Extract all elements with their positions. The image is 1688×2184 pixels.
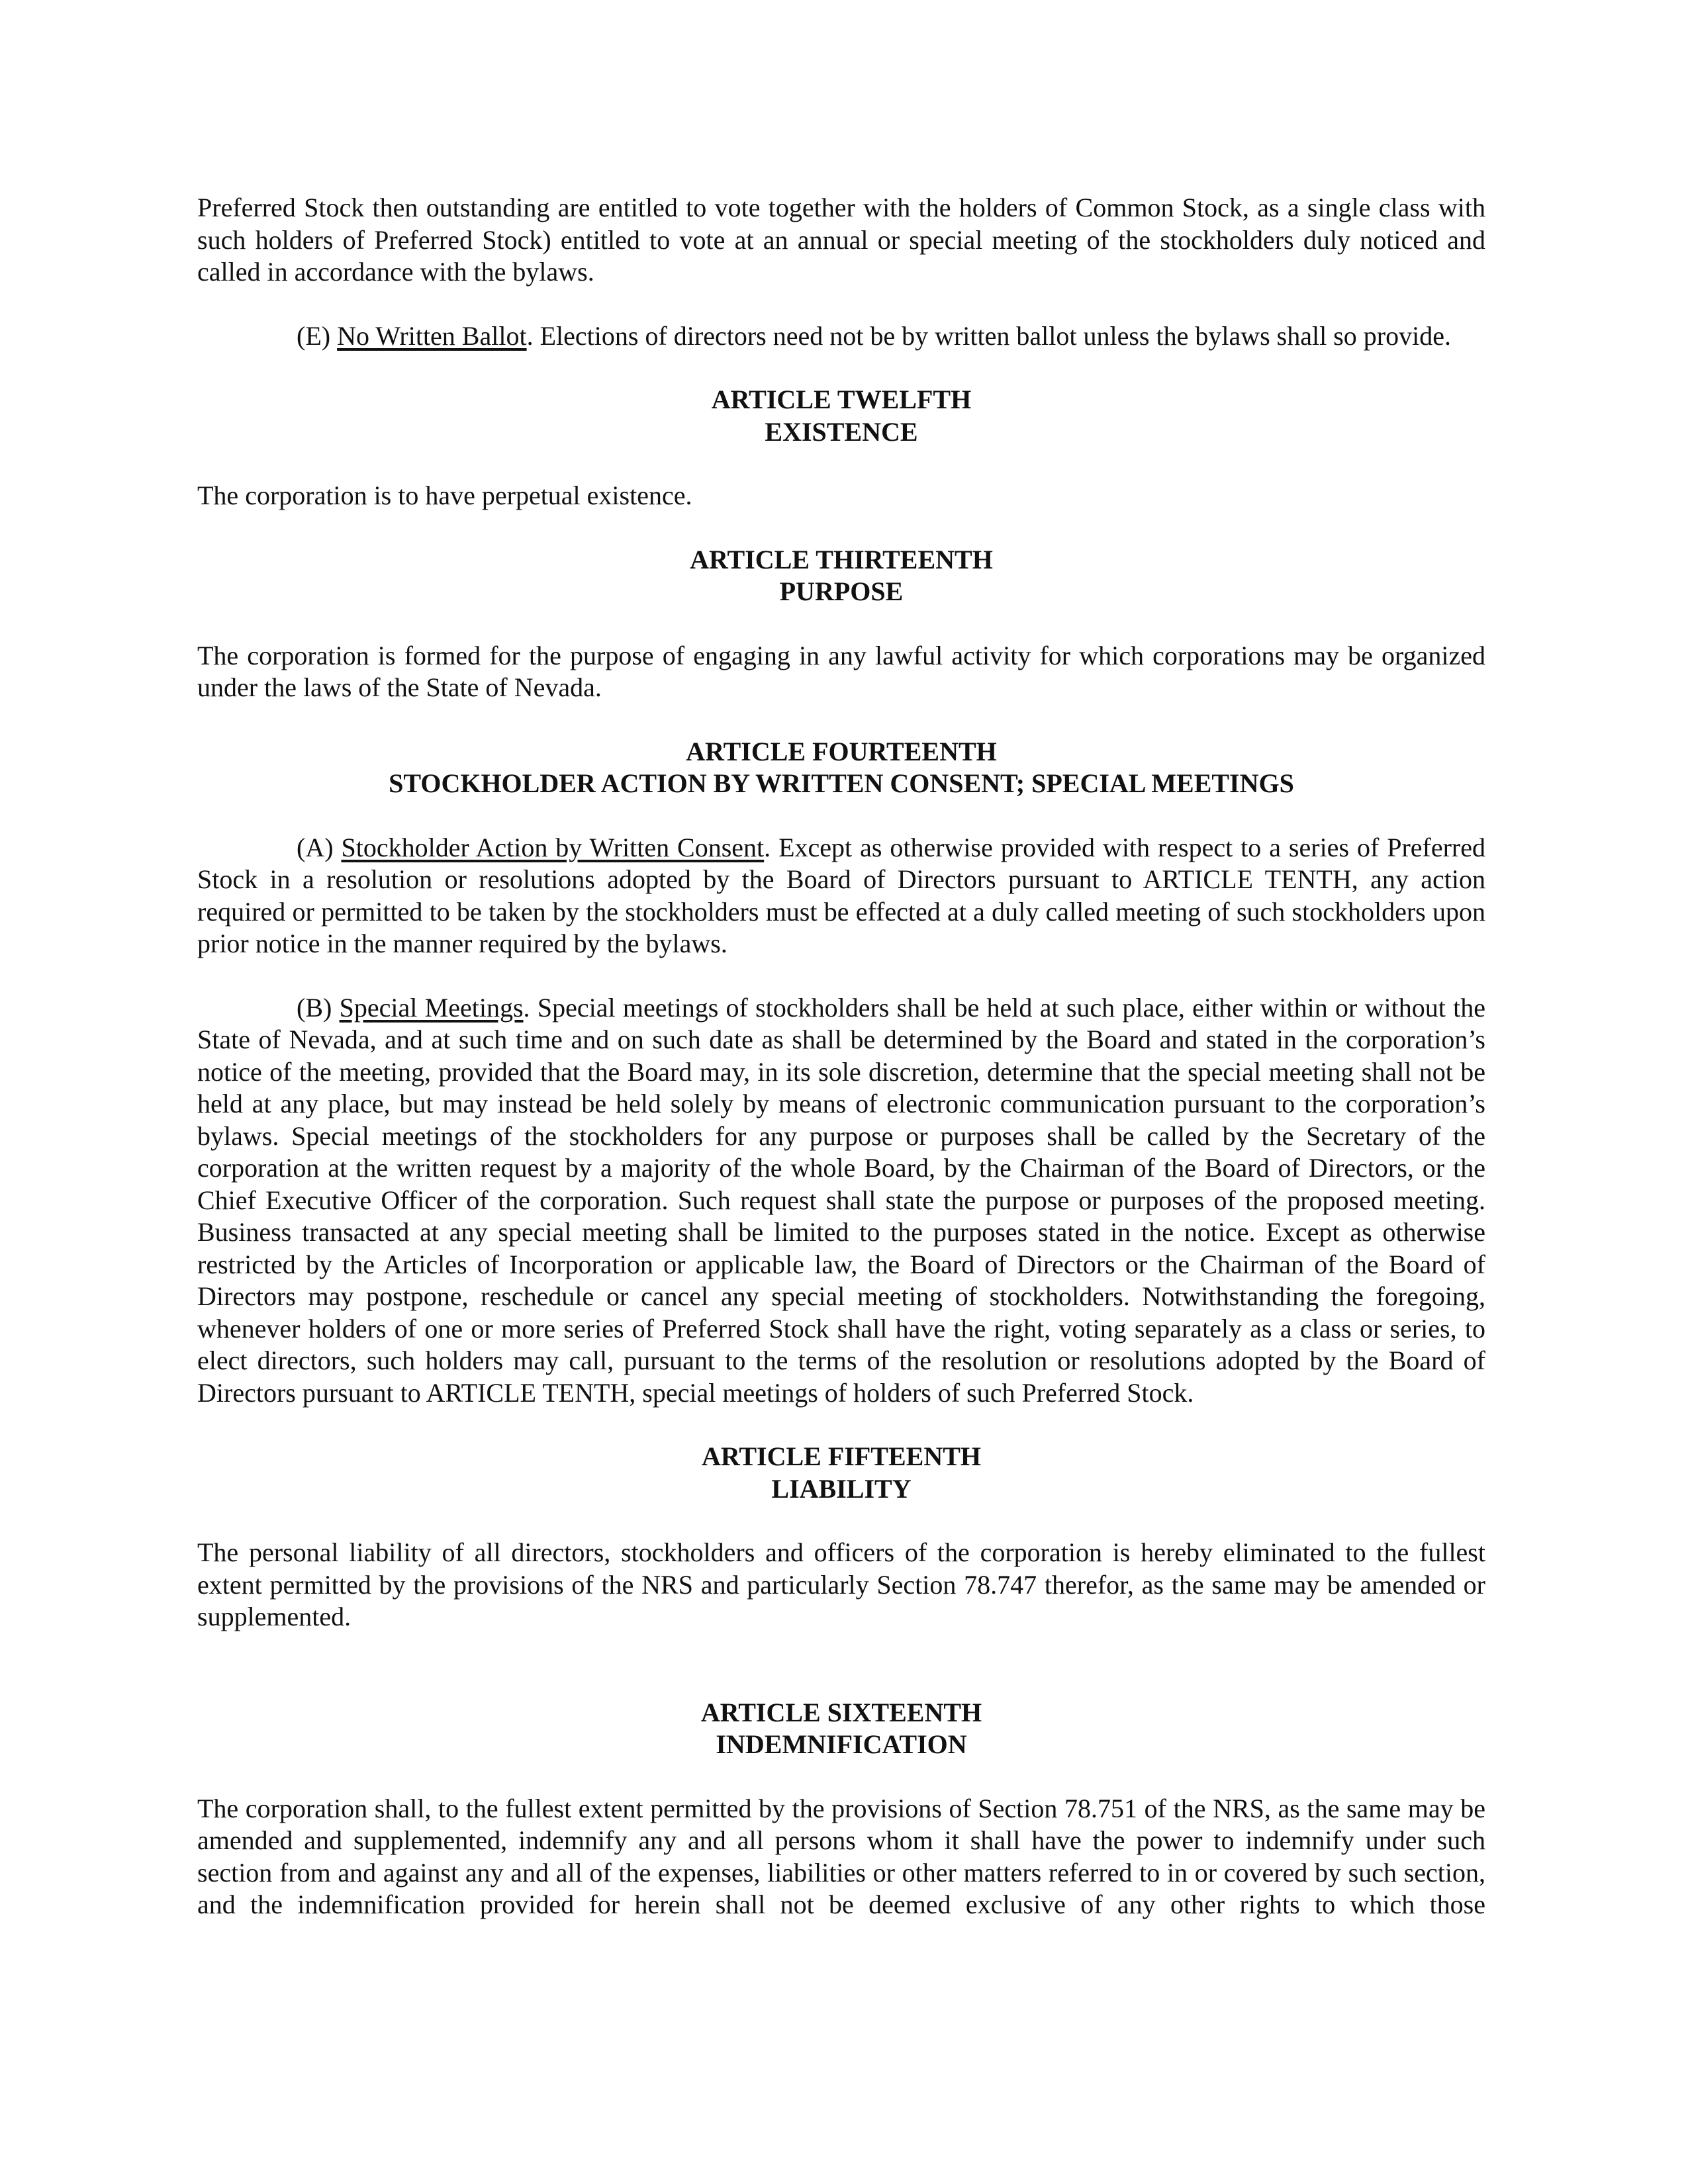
blank-line: [197, 1665, 1485, 1697]
article-fourteenth-section-a: [197, 832, 1485, 960]
article-thirteenth-body: The corporation is formed for the purpose of engaging in any lawful activity for which corporations may be organized under the laws of the State of Nevada.: [197, 640, 1485, 702]
section-b-prefix: (B): [297, 992, 340, 1023]
article-thirteenth-subtitle: PURPOSE: [779, 576, 904, 606]
article-twelfth-body: The corporation is to have perpetual existence.: [197, 480, 692, 510]
article-fifteenth-subtitle: LIABILITY: [771, 1473, 912, 1504]
section-a-text: . Except as otherwise provided with respect to a series of Preferred Stock in a resolution or resolutions adopted by the Board of Directors pursuant to ARTICLE TENTH, any action required or permitted to be taken by the stockholders must be effected at a duly called meeting of such stockholders upon prior notice in the manner required by the bylaws.: [197, 832, 1485, 958]
article-fourteenth-section-b: [197, 992, 1485, 1410]
section-e-text: . Elections of directors need not be by written ballot unless the bylaws shall so provide.: [526, 320, 1451, 351]
section-b-text: . Special meetings of stockholders shall be held at such place, either within or without the State of Nevada, and at such time and on such date as shall be determined by the Board and stated in the corporation’s notice of the meeting, provided that the Board may, in its sole discretion, determine that the special meeting shall not be held at any place, but may instead be held solely by means of electronic communication pursuant to the corporation’s bylaws. Special meetings of the stockholders for any purpose or purposes shall be called by the Secretary of the corporation at the written request by a majority of the whole Board, by the Chairman of the Board of Directors, or the Chief Executive Officer of the corporation. Such request shall state the purpose or purposes of the proposed meeting. Business transacted at any special meeting shall be limited to the purposes stated in the notice. Except as otherwise restricted by the Articles of Incorporation or applicable law, the Board of Directors or the Chairman of the Board of Directors may postpone, reschedule or cancel any special meeting of stockholders. Notwithstanding the foregoing, whenever holders of one or more series of Preferred Stock shall have the right, voting separately as a class or series, to elect directors, such holders may call, pursuant to the terms of the resolution or resolutions adopted by the Board of Directors pursuant to ARTICLE TENTH, special meetings of holders of such Preferred Stock.: [197, 992, 1485, 1408]
article-twelfth-heading: [197, 384, 1485, 448]
article-thirteenth-title: ARTICLE THIRTEENTH: [690, 544, 993, 574]
article-twelfth-subtitle: EXISTENCE: [765, 416, 918, 447]
article-twelfth-title: ARTICLE TWELFTH: [711, 385, 972, 414]
article-fifteenth-heading: [197, 1441, 1485, 1505]
article-thirteenth-heading: [197, 544, 1485, 608]
intro-paragraph: Preferred Stock then outstanding are entitled to vote together with the holders of Common Stock, as a single class with such holders of Preferred Stock) entitled to vote at an annual or special meeting of the stockholders duly noticed and called in accordance with the bylaws.: [197, 193, 1485, 287]
article-fourteenth-heading: [197, 736, 1485, 800]
section-a-prefix: (A): [297, 832, 342, 862]
article-sixteenth-title: ARTICLE SIXTEENTH: [700, 1697, 982, 1727]
section-e-prefix: (E): [297, 320, 338, 351]
section-b-title: Special Meetings: [339, 992, 524, 1023]
article-fifteenth-title: ARTICLE FIFTEENTH: [701, 1441, 981, 1471]
article-sixteenth-subtitle: INDEMNIFICATION: [716, 1729, 967, 1759]
section-e-title: No Written Ballot: [337, 320, 527, 351]
section-a-title: Stockholder Action by Written Consent: [341, 832, 765, 862]
article-sixteenth-body: The corporation shall, to the fullest extent permitted by the provisions of Section 78.751 of the NRS, as the same may be amended and supplemented, indemnify any and all persons whom it shall have the power to indemnify under such section from and against any and all of the expenses, liabilities or other matters referred to in or covered by such section, and the indemnification provided for herein shall not be deemed exclusive of any other rights to which those: [197, 1793, 1485, 1919]
article-fourteenth-subtitle: STOCKHOLDER ACTION BY WRITTEN CONSENT; SPECIAL MEETINGS: [389, 768, 1294, 798]
section-e-paragraph: [197, 320, 1485, 353]
article-fourteenth-title: ARTICLE FOURTEENTH: [686, 736, 997, 766]
article-fifteenth-body: The personal liability of all directors, stockholders and officers of the corporation is hereby eliminated to the fullest extent permitted by the provisions of the NRS and particularly Section 78.747 therefor, as the same may be amended or supplemented.: [197, 1537, 1485, 1631]
document-page: [197, 192, 1485, 1921]
article-sixteenth-heading: [197, 1697, 1485, 1761]
